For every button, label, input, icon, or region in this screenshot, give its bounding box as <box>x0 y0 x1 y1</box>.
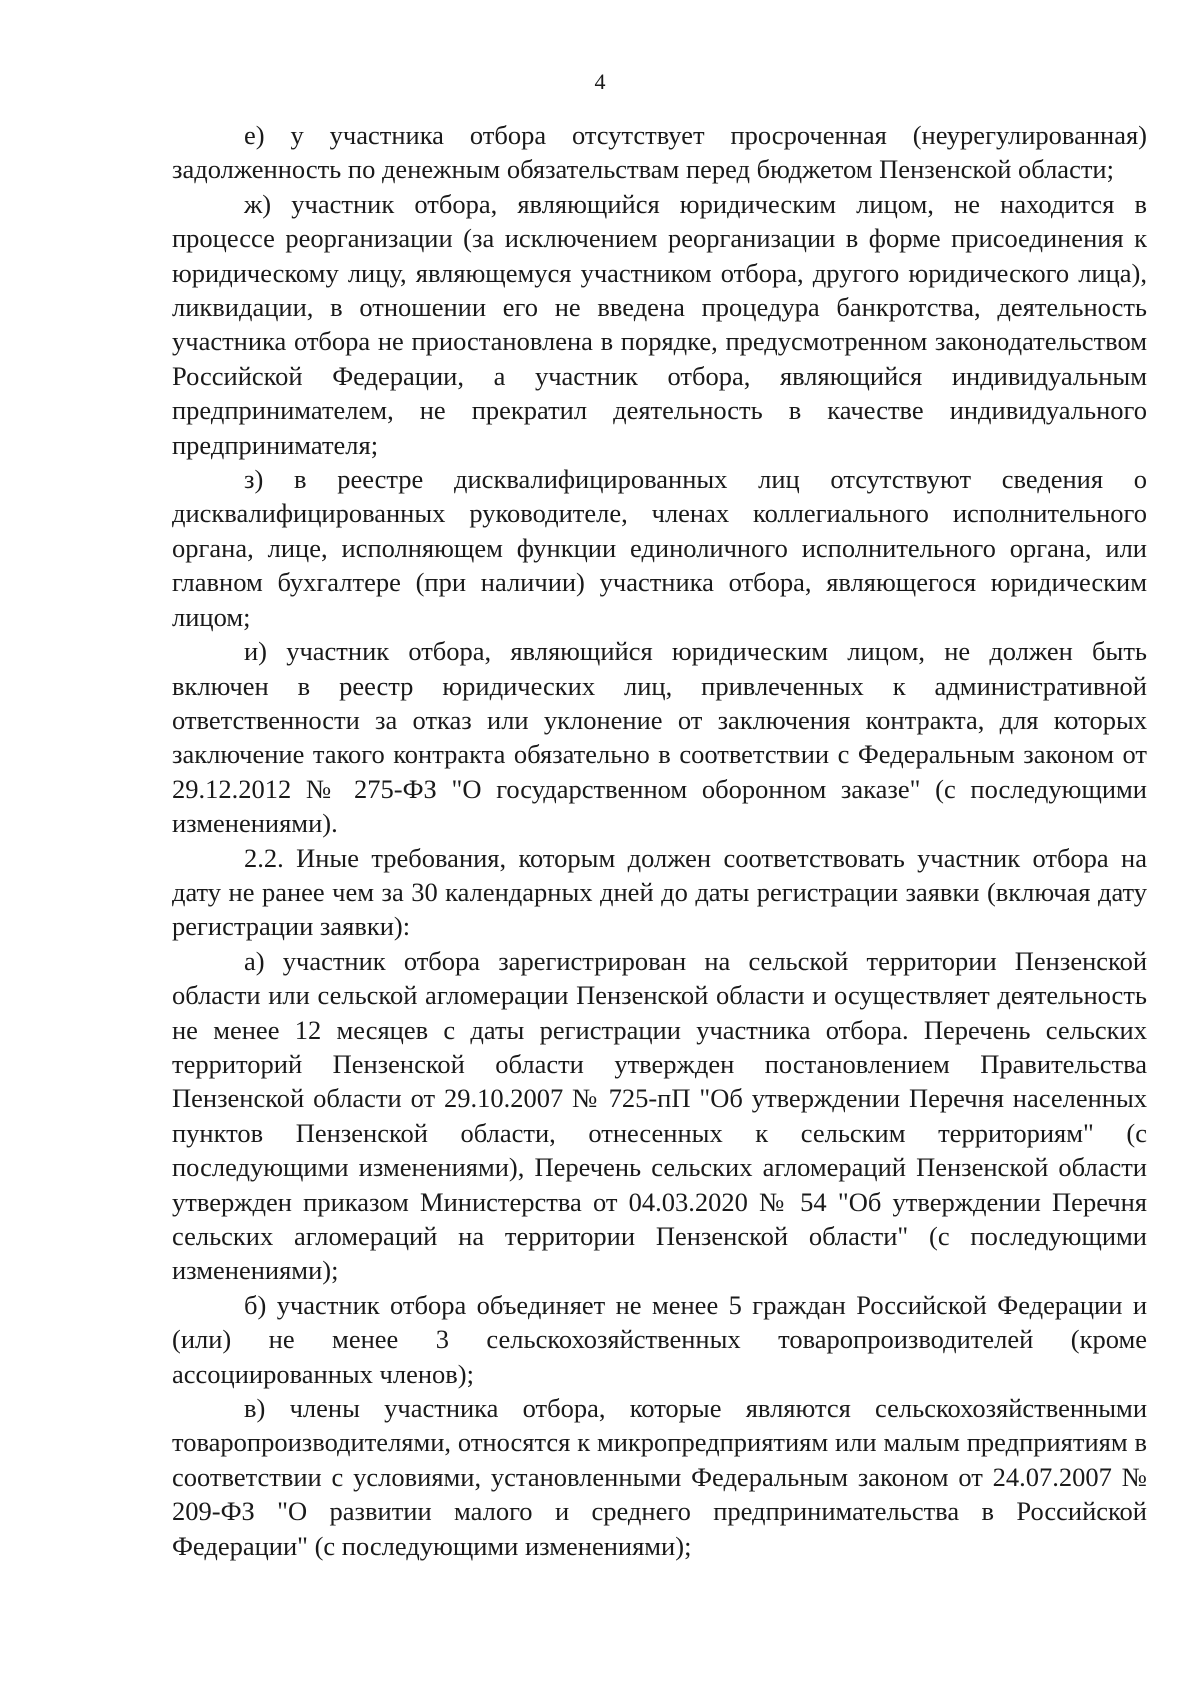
paragraph-v-small-enterprises: в) члены участника отбора, которые являются сельскохозяйственными товаропроизводителями, относятся к микропредприятиям или малым предприятиям в соответствии с условиями, установленными Федеральным законом от 24.07.2007 № 209-ФЗ "О развитии малого и среднего предпринимательства в Российской Федерации" (с последующими изменениями); <box>172 1393 1147 1561</box>
paragraph-z-disqualified-persons: з) в реестре дисквалифицированных лиц отсутствуют сведения о дисквалифицированных руководителе, членах коллегиального исполнительного органа, лице, исполняющем функции единоличного исполнительного органа, или главном бухгалтере (при наличии) участника отбора, являющегося юридическим лицом; <box>172 464 1147 632</box>
paragraph-e-no-debt: е) у участника отбора отсутствует просроченная (неурегулированная) задолженность по денежным обязательствам перед бюджетом Пензенской области; <box>172 120 1147 185</box>
page-number: 4 <box>594 69 606 94</box>
paragraph-a-rural-registration: а) участник отбора зарегистрирован на сельской территории Пензенской области или сельской агломерации Пензенской области и осуществляет деятельность не менее 12 месяцев с даты регистрации участника отбора. Перечень сельских территорий Пензенской области утвержден постановлением Правительства Пензенской области от 29.10.2007 № 725-пП "Об утверждении Перечня населенных пунктов Пензенской области, отнесенных к сельским территориям" (с последующими изменениями), Перечень сельских агломераций Пензенской области утвержден приказом Министерства от 04.03.2020 № 54 "Об утверждении Перечня сельских агломераций на территории Пензенской области" (с последующими изменениями); <box>172 945 1147 1286</box>
paragraph-2-2-other-requirements: 2.2. Иные требования, которым должен соответствовать участник отбора на дату не ранее чем за 30 календарных дней до даты регистрации заявки (включая дату регистрации заявки): <box>172 842 1147 942</box>
paragraph-i-defense-order-registry: и) участник отбора, являющийся юридическим лицом, не должен быть включен в реестр юридических лиц, привлеченных к административной ответственности за отказ или уклонение от заключения контракта, для которых заключение такого контракта обязательно в соответствии с Федеральным законом от 29.12.2012 № 275-ФЗ "О государственном оборонном заказе" (с последующими изменениями). <box>172 636 1147 839</box>
paragraph-b-members-count: б) участник отбора объединяет не менее 5 граждан Российской Федерации и (или) не менее 3 сельскохозяйственных товаропроизводителей (кроме ассоциированных членов); <box>172 1289 1147 1389</box>
paragraph-zh-no-reorganization: ж) участник отбора, являющийся юридическим лицом, не находится в процессе реорганизации (за исключением реорганизации в форме присоединения к юридическому лицу, являющемуся участником отбора, другого юридического лица), ликвидации, в отношении его не введена процедура банкротства, деятельность участника отбора не приостановлена в порядке, предусмотренном законодательством Российской Федерации, а участник отбора, являющийся индивидуальным предпринимателем, не прекратил деятельность в качестве индивидуального предпринимателя; <box>172 188 1147 460</box>
document-body <box>172 118 1147 1563</box>
